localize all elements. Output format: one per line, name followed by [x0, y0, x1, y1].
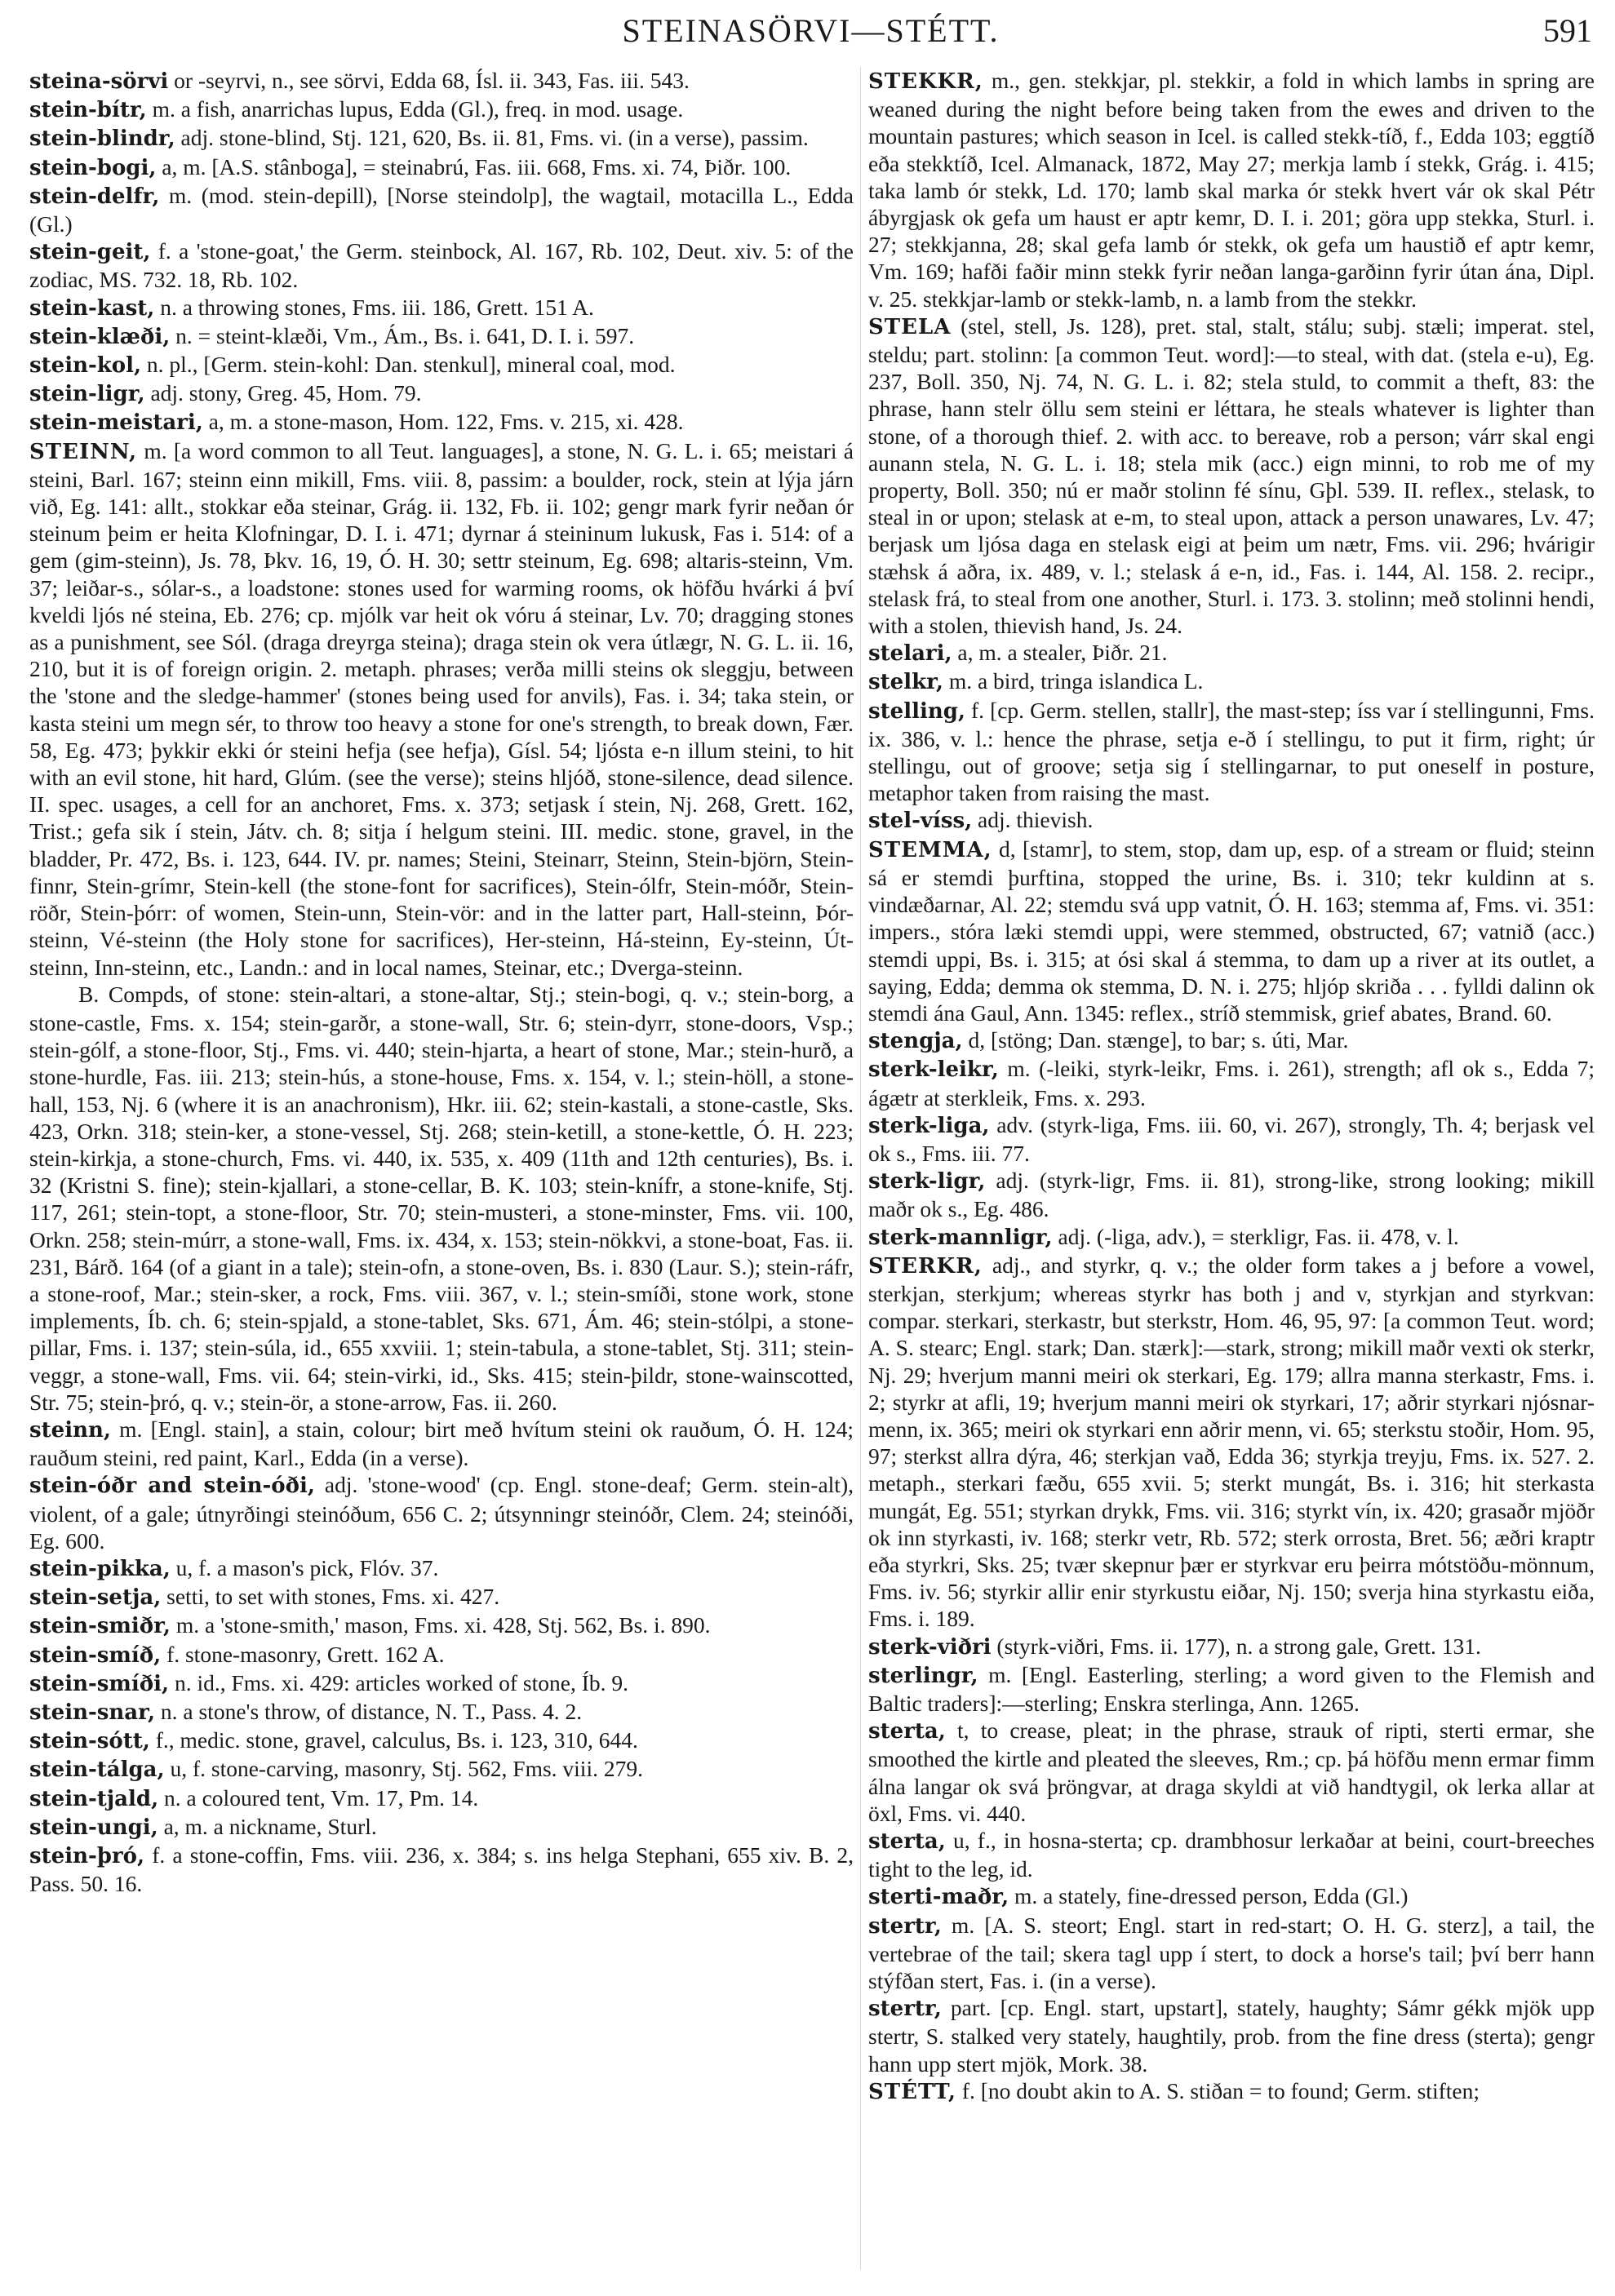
- headword: STERKR,: [868, 1253, 983, 1279]
- definition-text: m., gen. stekkjar, pl. stekkir, a fold in which lambs in spring are weaned during the night before being taken from the ewes and driven to the mountain pastures; which season in Icel. is called stekk-tíð, f., Edda 103; eggtíð eða stekktíð, Icel. Almanack, 1872, May 27; merkja lamb í stekk, Grág. i. 415; taka lamb ór stekk, Ld. 170; lamb skal marka ór stekk hvert vár ok skal Pétr ábyrgjask ok gefa um haust er aptr kemr, D. I. i. 201; göra upp stekka, Sturl. i. 27; stekkjanna, 28; skal gefa lamb ór stekk, ok gefa um haustið ef aptr kemr, Vm. 169; hafði faðir minn stekk fyrir neðan langa-garðinn fyrir útan ána, Dipl. v. 25. stekkjar-lamb or stekk-lamb, n. a lamb from the stekkr.: [868, 68, 1595, 312]
- headword: steinn,: [29, 1417, 111, 1443]
- definition-text: a, m. a stealer, Þiðr. 21.: [952, 640, 1168, 666]
- headword: stein-bítr,: [29, 98, 147, 123]
- headword: stein-þró,: [29, 1844, 145, 1868]
- definition-text: (styrk-viðri, Fms. ii. 177), n. a strong gale, Grett. 131.: [991, 1633, 1481, 1659]
- headword: STEMMA,: [868, 837, 992, 862]
- dictionary-entry: [868, 697, 1595, 807]
- column-divider: [860, 67, 861, 2270]
- dictionary-entry: [868, 1882, 1595, 1911]
- dictionary-entry: [29, 1669, 854, 1698]
- headword: sterti-maðr,: [868, 1885, 1009, 1910]
- headword: stelkr,: [868, 670, 943, 695]
- right-column: [868, 67, 1595, 2106]
- headword: stein-geit,: [29, 240, 151, 265]
- headword: stein-sótt,: [29, 1729, 150, 1754]
- definition-text: adj., and styrkr, q. v.; the older form takes a j before a vowel, sterkjan, sterkjum; whereas styrkr has both j and v, styrkjan and styrkvan: compar. sterkari, sterkastr, but sterkstr, Hom. 46, 95, 97: [a common Teut. word; A. S. stearc; Engl. stark; Dan. stærk]:—stark, strong; mikill maðr vexti ok sterkr, Nj. 29; hverjum manni meiri ok sterkari, Eg. 179; allra manna sterkastr, Fms. i. 2; styrkr at afli, 19; hverjum manni meiri ok styrkari, 17; aðrir styrkari njósnar-menn, ix. 365; meiri ok styrkari enn aðrir menn, vi. 65; sterkstu stoðir, Hom. 95, 97; sterkst allra dýra, 46; sterkjan vað, Edda 36; styrkja treyju, Fms. ix. 527. 2. metaph., sterkari fæðu, 655 xvii. 5; sterkt mungát, Bs. i. 316; hit sterkasta mungát, Eg. 551; styrkan drykk, Fms. vii. 316; styrkt vín, ix. 420; grasaðr mjöðr ok inn styrkasti, iv. 168; sterkr vetr, Rb. 572; sterk orrosta, Bret. 56; æðri kraptr eða styrkri, Sks. 25; tvær skepnur þær er styrkvar eru þeirra mótstöðu-mönnum, Fms. iv. 56; styrkir allir enir styrkustu eiðar, Nj. 150; sverja hina styrkastu eiða, Fms. i. 189.: [868, 1252, 1595, 1632]
- dictionary-entry: [868, 1661, 1595, 1717]
- headword: stein-smíð,: [29, 1642, 162, 1668]
- definition-text: n. = steint-klæði, Vm., Ám., Bs. i. 641, D. I. i. 597.: [170, 322, 635, 348]
- dictionary-entry: [29, 981, 854, 1416]
- definition-text: u, f., in hosna-sterta; cp. drambhosur lerkaðar at beini, court-breeches tight to the leg, id.: [868, 1828, 1595, 1882]
- headword: STELA: [868, 314, 952, 339]
- definition-text: setti, to set with stones, Fms. xi. 427.: [161, 1584, 500, 1610]
- headword: sterta,: [868, 1719, 946, 1744]
- dictionary-entry: [868, 1055, 1595, 1110]
- headword: STEINN,: [29, 439, 138, 464]
- dictionary-entry: [29, 1583, 854, 1611]
- dictionary-entry: [29, 1611, 854, 1640]
- running-title: STEINASÖRVI—STÉTT.: [622, 12, 1000, 49]
- dictionary-entry: [868, 639, 1595, 667]
- definition-text: a, m. a stone-mason, Hom. 122, Fms. v. 215, xi. 428.: [202, 409, 684, 435]
- headword: sterk-liga,: [868, 1113, 990, 1138]
- dictionary-entry: [29, 294, 854, 322]
- dictionary-entry: [29, 182, 854, 237]
- headword: stein-delfr,: [29, 184, 160, 209]
- headword: sterk-viðri: [868, 1634, 992, 1660]
- headword: stein-ligr,: [29, 382, 145, 407]
- definition-text: u, f. stone-carving, masonry, Stj. 562, Fms. viii. 279.: [164, 1756, 643, 1782]
- definition-text: adj. stone-blind, Stj. 121, 620, Bs. ii. 81, Fms. vi. (in a verse), passim.: [175, 125, 809, 151]
- headword: stein-meistari,: [29, 410, 203, 436]
- definition-text: adv. (styrk-liga, Fms. iii. 60, vi. 267), strongly, Th. 4; berjask vel ok s., Fms. iii. 77.: [868, 1111, 1595, 1166]
- dictionary-entry: [29, 437, 854, 981]
- definition-text: (stel, stell, Js. 128), pret. stal, stalt, stálu; subj. stæli; imperat. stel, steldu; part. stolinn: [a common Teut. word]:—to steal, with dat. (stela e-u), Eg. 237, Boll. 350, Nj. 74, N. G. L. i. 82; stela stuld, to commit a theft, 83: the phrase, hann stelr öllu sem steini er léttara, he steals whatever is lighter than stone, of a thorough thief. 2. with acc. to bereave, rob a person; várr skal engi aunann stela, N. G. L. i. 18; stela mik (acc.) eign minni, to rob me of my property, Boll. 350; nú er maðr stolinn fé sínu, Gþl. 539. II. reflex., stelask, to steal in or upon; stelask at e-m, to steal upon, attack a person unawares, Lv. 47; berjask um ljósa daga en stelask eigi at þeim um nætr, Fms. vii. 296; hvárigir stæhsk á aðra, ix. 489, v. l.; stelask á e-n, id., Fas. i. 144, Al. 158. 2. recipr., stelask frá, to steal from one another, Sturl. i. 173. 3. stolinn; með stolinni hendi, with a stolen, thievish hand, Js. 24.: [868, 312, 1595, 639]
- dictionary-entry: [29, 1755, 854, 1784]
- dictionary-entry: [868, 836, 1595, 1026]
- dictionary-entry: [868, 1223, 1595, 1252]
- definition-text: adj. (styrk-ligr, Fms. ii. 81), strong-like, strong looking; mikill maðr ok s., Eg. 486.: [868, 1168, 1595, 1222]
- definition-text: f. a 'stone-goat,' the Germ. steinbock, Al. 167, Rb. 102, Deut. xiv. 5: of the zodiac, MS. 732. 18, Rb. 102.: [29, 238, 854, 293]
- dictionary-entry: [868, 1167, 1595, 1222]
- dictionary-entry: [29, 67, 854, 95]
- definition-text: m. [a word common to all Teut. languages], a stone, N. G. L. i. 65; meistari á steini, Barl. 167; steinn einn mikill, Fms. viii. 8, passim: a boulder, rock, stein at lýja járn við, Eg. 141: allt., stokkar eða steinar, Grág. ii. 132, Fb. ii. 102; gengr mark fyrir neðan ór steinum þeim er heita Klofningar, D. I. i. 471; dyrnar á steininum lukusk, Fas i. 514: of a gem (gim-steinn), Js. 78, Þkv. 16, 19, Ó. H. 30; settr steinum, Eg. 698; altaris-steinn, Vm. 37; leiðar-s., sólar-s., a loadstone: stones used for warming rooms, ok höfðu hvárki á því kveldi ljós né steina, Eb. 276; cp. mjólk var heit ok vóru á steinar, Lv. 70; dragging stones as a punishment, see Sól. (draga dreyrga steina); draga stein ok vera útlægr, N. G. L. ii. 16, 210, but it is of foreign origin. 2. metaph. phrases; verða milli steins ok sleggju, between the 'stone and the sledge-hammer' (stones being used for anvils), Fas. i. 34; taka stein, or kasta steini um megn sér, to throw too heavy a stone for one's strength, to break down, Fær. 58, Eg. 473; þykkir ekki ór steini hefja (see hefja), Gísl. 54; ljósta e-n illum steini, to hit with an evil stone, hit hard, Glúm. (see the verse); steins hljóð, stone-silence, dead silence. II. spec. usages, a cell for an anchoret, Fms. x. 373; setjask í stein, Nj. 268, Grett. 162, Trist.; gefa sik í stein, Játv. ch. 8; sitja í helgum steini. III. medic. stone, gravel, in the bladder, Pr. 472, Bs. i. 123, 644. IV. pr. names; Steini, Steinarr, Steinn, Stein-björn, Stein-finnr, Stein-grímr, Stein-kell (the stone-font for sacrifices), Stein-ólfr, Stein-móðr, Stein-röðr, Stein-þórr: of women, Stein-unn, Stein-vör: and in the latter part, Hall-steinn, Þór-steinn, Vé-steinn (the Holy stone for sacrifices), Her-steinn, Há-steinn, Ey-steinn, Út-steinn, Inn-steinn, etc., Landn.: and in local names, Steinar, etc.; Dverga-steinn.: [29, 437, 854, 980]
- definition-text: n. pl., [Germ. stein-kohl: Dan. stenkul], mineral coal, mod.: [141, 352, 676, 378]
- dictionary-entry: [868, 1633, 1595, 1661]
- dictionary-entry: [29, 1471, 854, 1554]
- dictionary-entry: [868, 1994, 1595, 2077]
- definition-text: adj. (-liga, adv.), = sterkligr, Fas. ii. 478, v. l.: [1052, 1223, 1459, 1249]
- definition-text: a, m. a nickname, Sturl.: [158, 1813, 377, 1839]
- dictionary-entry: [29, 237, 854, 293]
- definition-text: f. [no doubt akin to A. S. stiðan = to found; Germ. stiften;: [956, 2077, 1480, 2103]
- page-header: [29, 8, 1592, 57]
- headword: steina-sörvi: [29, 69, 169, 94]
- headword: stein-klæði,: [29, 324, 171, 349]
- dictionary-entry: [29, 1784, 854, 1813]
- definition-text: m. a bird, tringa islandica L.: [943, 668, 1204, 694]
- dictionary-entry: [29, 1641, 854, 1669]
- headword: sterk-ligr,: [868, 1169, 986, 1195]
- dictionary-entry: [868, 1252, 1595, 1633]
- left-column: [29, 67, 854, 1897]
- dictionary-entry: [29, 1726, 854, 1755]
- definition-text: t, to crease, pleat; in the phrase, strauk of ripti, sterti ermar, she smoothed the kirtle and pleated the sleeves, Rm.; cp. þá höfðu menn ermar fimm álna langar ok svá þröngvar, at draga skyldi at við handtygil, ok lerka allar at öxl, Fms. vi. 440.: [868, 1718, 1595, 1826]
- definition-text: m. [A. S. steort; Engl. start in red-start; O. H. G. sterz], a tail, the vertebrae of the tail; skera tagl upp í stert, to dock a horse's tail; því berr hann stýfðan stert, Fas. i. (in a verse).: [868, 1912, 1595, 1994]
- definition-text: m. a fish, anarrichas lupus, Edda (Gl.), freq. in mod. usage.: [146, 96, 684, 122]
- definition-text: f. [cp. Germ. stellen, stallr], the mast-step; íss var í stellingunni, Fms. ix. 386, v. l.: hence the phrase, setja e-ð í stellingu, to put it firm, right; úr stellingu, out of groove; setja sig í stellingarnar, to put oneself in posture, metaphor taken from raising the mast.: [868, 697, 1595, 806]
- headword: stein-tjald,: [29, 1786, 159, 1811]
- dictionary-entry: [29, 95, 854, 124]
- headword: stertr,: [868, 1913, 942, 1939]
- headword: stengja,: [868, 1029, 963, 1054]
- dictionary-entry: [868, 1827, 1595, 1882]
- headword: stein-smíði,: [29, 1671, 170, 1696]
- definition-text: m. a 'stone-smith,' mason, Fms. xi. 428, Stj. 562, Bs. i. 890.: [171, 1612, 711, 1638]
- definition-text: m. [Engl. stain], a stain, colour; birt með hvítum steini ok rauðum, Ó. H. 124; rauðum steini, red paint, Karl., Edda (in a verse).: [29, 1416, 854, 1471]
- dictionary-entry: [868, 312, 1595, 639]
- definition-text: d, [stamr], to stem, stop, dam up, esp. of a stream or fluid; steinn sá er stemdi þurftina, stopped the urine, Bs. i. 310; tekr kuldinn at s. vindæðarnar, Al. 22; stemdu svá upp vatnit, Ó. H. 163; stemma af, Fms. vi. 351: impers., stóra læki stemdi uppi, were stemmed, obstructed, 67; vatnið (acc.) stemdi uppi, Bs. i. 315; at ósi skal á stemma, to dam up a river at its outlet, a saying, Edda; demma ok stemma, D. N. i. 275; hljóp skriða . . . fylldi dalinn ok stemdi ána Gaul, Ann. 1345: reflex., stríð stemmisk, grief abates, Brand. 60.: [868, 836, 1595, 1026]
- definition-text: n. a throwing stones, Fms. iii. 186, Grett. 151 A.: [154, 294, 594, 320]
- headword: stelari,: [868, 641, 952, 667]
- definition-text: d, [stöng; Dan. stænge], to bar; s. úti, Mar.: [962, 1027, 1349, 1053]
- headword: stein-tálga,: [29, 1757, 165, 1783]
- definition-text: m. (-leiki, styrk-leikr, Fms. i. 261), strength; afl ok s., Edda 7; ágætr at sterkleik, Fms. x. 293.: [868, 1056, 1595, 1110]
- definition-text: f. stone-masonry, Grett. 162 A.: [161, 1641, 445, 1667]
- dictionary-entry: [29, 153, 854, 182]
- dictionary-entry: [29, 1698, 854, 1726]
- dictionary-entry: [29, 124, 854, 153]
- definition-text: m. a stately, fine-dressed person, Edda (Gl.): [1009, 1883, 1409, 1909]
- headword: stein-kast,: [29, 295, 155, 321]
- headword: stein-bogi,: [29, 155, 157, 180]
- definition-text: u, f. a mason's pick, Flóv. 37.: [170, 1554, 439, 1580]
- headword: stertr,: [868, 1997, 942, 2022]
- dictionary-entry: [868, 67, 1595, 312]
- definition-text: adj. 'stone-wood' (cp. Engl. stone-deaf; Germ. stein-alt), violent, of a gale; útnyrðingi steinóðum, 656 C. 2; útsynningr steinóðr, Clem. 24; steinóði, Eg. 600.: [29, 1472, 854, 1554]
- dictionary-entry: [868, 806, 1595, 835]
- dictionary-entry: [29, 351, 854, 379]
- dictionary-entry: [868, 2077, 1595, 2106]
- dictionary-entry: [868, 1912, 1595, 1995]
- definition-text: adj. thievish.: [972, 807, 1094, 833]
- headword: STEKKR,: [868, 69, 983, 94]
- headword: stel-víss,: [868, 809, 973, 834]
- headword: stein-pikka,: [29, 1556, 171, 1581]
- page-number: 591: [1543, 12, 1592, 49]
- definition-text: part. [cp. Engl. start, upstart], stately, haughty; Sámr gékk mjök upp stertr, S. stalked very stately, haughtily, prob. from the fine dress (sterta); gengr hann upp stert mjök, Mork. 38.: [868, 1995, 1595, 2077]
- headword: sterk-mannligr,: [868, 1225, 1053, 1250]
- headword: sterlingr,: [868, 1663, 978, 1688]
- dictionary-entry: [868, 1717, 1595, 1827]
- definition-text: adj. stony, Greg. 45, Hom. 79.: [144, 380, 422, 406]
- dictionary-entry: [29, 1842, 854, 1897]
- definition-text: or -seyrvi, n., see sörvi, Edda 68, Ísl. ii. 343, Fas. iii. 543.: [168, 68, 690, 93]
- dictionary-entry: [29, 1416, 854, 1471]
- dictionary-entry: [29, 1813, 854, 1842]
- dictionary-entry: [29, 322, 854, 351]
- definition-text: m. (mod. stein-depill), [Norse steindolp], the wagtail, motacilla L., Edda (Gl.): [29, 182, 854, 237]
- headword: sterta,: [868, 1829, 946, 1854]
- dictionary-entry: [29, 379, 854, 408]
- headword: stein-smiðr,: [29, 1614, 171, 1639]
- dictionary-entry: [29, 1554, 854, 1583]
- definition-text: m. [Engl. Easterling, sterling; a word given to the Flemish and Baltic traders]:—sterling; Enskra sterlinga, Ann. 1265.: [868, 1661, 1595, 1716]
- definition-text: n. a stone's throw, of distance, N. T., Pass. 4. 2.: [155, 1698, 583, 1724]
- headword: stein-snar,: [29, 1700, 156, 1725]
- headword: stein-óðr and stein-óði,: [29, 1474, 315, 1499]
- definition-text: n. id., Fms. xi. 429: articles worked of stone, Íb. 9.: [169, 1669, 628, 1695]
- headword: stein-ungi,: [29, 1815, 158, 1840]
- headword: sterk-leikr,: [868, 1057, 999, 1083]
- headword: stein-setja,: [29, 1585, 162, 1611]
- headword: STÉTT,: [868, 2079, 956, 2104]
- dictionary-entry: [868, 1111, 1595, 1167]
- dictionary-entry: [868, 1026, 1595, 1055]
- definition-text: a, m. [A.S. stânboga], = steinabrú, Fas. iii. 668, Fms. xi. 74, Þiðr. 100.: [156, 153, 792, 180]
- definition-text: n. a coloured tent, Vm. 17, Pm. 14.: [158, 1784, 479, 1811]
- dictionary-entry: [868, 667, 1595, 696]
- definition-text: B. Compds, of stone: stein-altari, a stone-altar, Stj.; stein-bogi, q. v.; stein-borg, a stone-castle, Fms. x. 154; stein-garðr, a stone-wall, Str. 6; stein-dyrr, stone-doors, Vsp.; stein-gólf, a stone-floor, Stj., Fms. vi. 440; stein-hjarta, a heart of stone, Mar.; stein-hurð, a stone-hurdle, Fas. iii. 213; stein-hús, a stone-house, Fms. x. 154, v. l.; stein-höll, a stone-hall, 153, Nj. 6 (where it is an anachronism), Hkr. iii. 62; stein-kastali, a stone-castle, Sks. 423, Orkn. 318; stein-ker, a stone-vessel, Stj. 268; stein-ketill, a stone-kettle, Ó. H. 223; stein-kirkja, a stone-church, Fms. vi. 440, ix. 535, x. 409 (11th and 12th centuries), Bs. i. 32 (Kristni S. fine); stein-kjallari, a stone-cellar, B. K. 103; stein-knífr, a stone-knife, Stj. 117, 261; stein-topt, a stone-floor, Str. 70; stein-musteri, a stone-minster, Fms. vii. 100, Orkn. 258; stein-múrr, a stone-wall, Fms. ix. 434, x. 153; stein-nökkvi, a stone-boat, Fas. ii. 231, Bárð. 164 (of a giant in a tale); stein-ofn, a stone-oven, Bs. i. 830 (Laur. S.); stein-ráfr, a stone-roof, Mar.; stein-sker, a rock, Fms. viii. 367, v. l.; stein-smíði, stone work, stone implements, Íb. ch. 6; stein-spjald, a stone-tablet, Sks. 671, Ám. 46; stein-stólpi, a stone-pillar, Fms. i. 137; stein-súla, id., 655 xxviii. 1; stein-tabula, a stone-tablet, Stj. 311; stein-veggr, a stone-wall, Fms. vii. 64; stein-virki, id., Sks. 415; stein-þildr, stone-wainscotted, Str. 75; stein-þró, q. v.; stein-ör, a stone-arrow, Fas. ii. 260.: [29, 981, 854, 1415]
- headword: stein-blindr,: [29, 126, 175, 152]
- headword: stein-kol,: [29, 353, 142, 379]
- definition-text: f. a stone-coffin, Fms. viii. 236, x. 384; s. ins helga Stephani, 655 xiv. B. 2, Pass. 50. 16.: [29, 1842, 854, 1897]
- dictionary-entry: [29, 408, 854, 437]
- headword: stelling,: [868, 698, 965, 724]
- definition-text: f., medic. stone, gravel, calculus, Bs. i. 123, 310, 644.: [149, 1727, 638, 1753]
